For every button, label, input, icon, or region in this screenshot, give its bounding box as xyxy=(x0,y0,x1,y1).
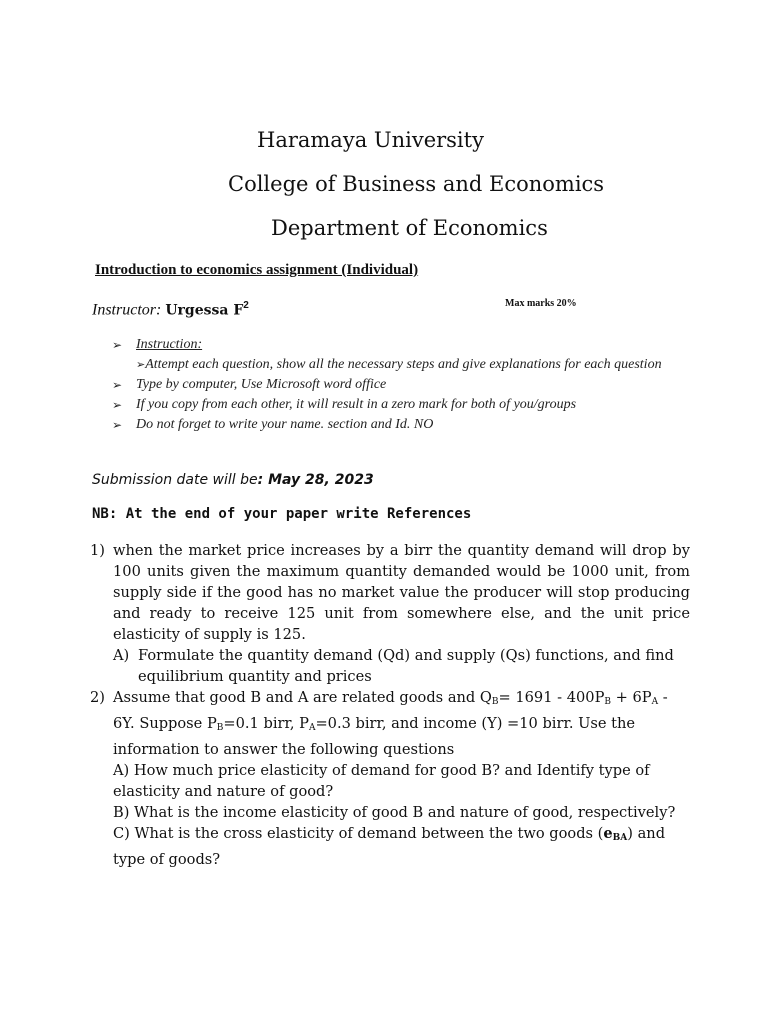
instructor-label: Instructor: xyxy=(92,301,162,319)
question-1-text: when the market price increases by a birr the quantity demand will drop by 100 units given the maximum quantity demanded would be 1000 unit, from supply side if the good has no market value the producer will stop producing and ready to receive 125 unit from somewhere else, and the unit price elasticity of supply is 125. xyxy=(113,542,690,643)
instruction-item xyxy=(112,395,672,415)
question-2-part-c: C) What is the cross elasticity of demand between the two goods $(e_{BA})$ and type of goods? xyxy=(113,825,666,868)
part-letter: A) xyxy=(113,647,130,664)
arrow-bullet-icon: ➢ xyxy=(136,359,146,371)
arrow-bullet-icon: ➢ xyxy=(112,338,123,352)
question-1 xyxy=(90,540,690,687)
department-title: Department of Economics xyxy=(271,216,548,240)
instructor-superscript: 2 xyxy=(243,300,249,311)
arrow-bullet-icon: ➢ xyxy=(112,418,123,432)
instruction-item-text: Do not forget to write your name. section and Id. NO xyxy=(136,417,434,432)
arrow-bullet-icon: ➢ xyxy=(112,398,123,412)
instruction-item-text: Type by computer, Use Microsoft word office xyxy=(136,377,387,392)
instruction-item xyxy=(112,415,672,435)
question-2-part-a: A) How much price elasticity of demand for good B? and Identify type of elasticity and nature of good? xyxy=(113,762,650,800)
submission-label: Submission date will be xyxy=(92,472,258,488)
question-2-part-b: B) What is the income elasticity of good B and nature of good, respectively? xyxy=(113,804,676,821)
course-title: Introduction to economics assignment (Individual) xyxy=(95,262,419,278)
instructor-line xyxy=(92,300,249,319)
max-marks: Max marks 20% xyxy=(505,298,577,309)
question-2 xyxy=(90,687,690,870)
instructions-list xyxy=(112,335,672,435)
instruction-heading-row xyxy=(112,335,672,355)
instructor-name: Urgessa F xyxy=(165,302,244,319)
college-title: College of Business and Economics xyxy=(228,172,605,196)
instruction-heading: Instruction: xyxy=(136,337,203,352)
university-title: Haramaya University xyxy=(257,128,484,152)
question-1-part-a xyxy=(113,645,690,687)
part-a-text: Formulate the quantity demand (Qd) and supply (Qs) functions, and find equilibrium quantity and prices xyxy=(138,647,674,685)
nb-references: NB: At the end of your paper write References xyxy=(92,506,472,522)
question-number: 2) xyxy=(90,689,105,706)
instruction-item xyxy=(112,375,672,395)
question-number: 1) xyxy=(90,542,105,559)
submission-date xyxy=(92,472,374,488)
questions xyxy=(90,540,690,870)
arrow-bullet-icon: ➢ xyxy=(112,378,123,392)
submission-date-value: : May 28, 2023 xyxy=(257,472,374,488)
instruction-item-text: If you copy from each other, it will result in a zero mark for both of you/groups xyxy=(136,397,577,412)
question-2-intro: Assume that good B and A are related goods and $Q_B= 1691 - 400P_B + 6P_A - 6Y$. Suppose $P_B=0.1$ birr, $P_A=0.3$ birr, and income (Y) =10 birr. Use the information to answer the following questions xyxy=(113,689,668,758)
instruction-sub-item xyxy=(136,355,672,375)
instruction-sub-text: Attempt each question, show all the necessary steps and give explanations for each question xyxy=(145,357,662,372)
